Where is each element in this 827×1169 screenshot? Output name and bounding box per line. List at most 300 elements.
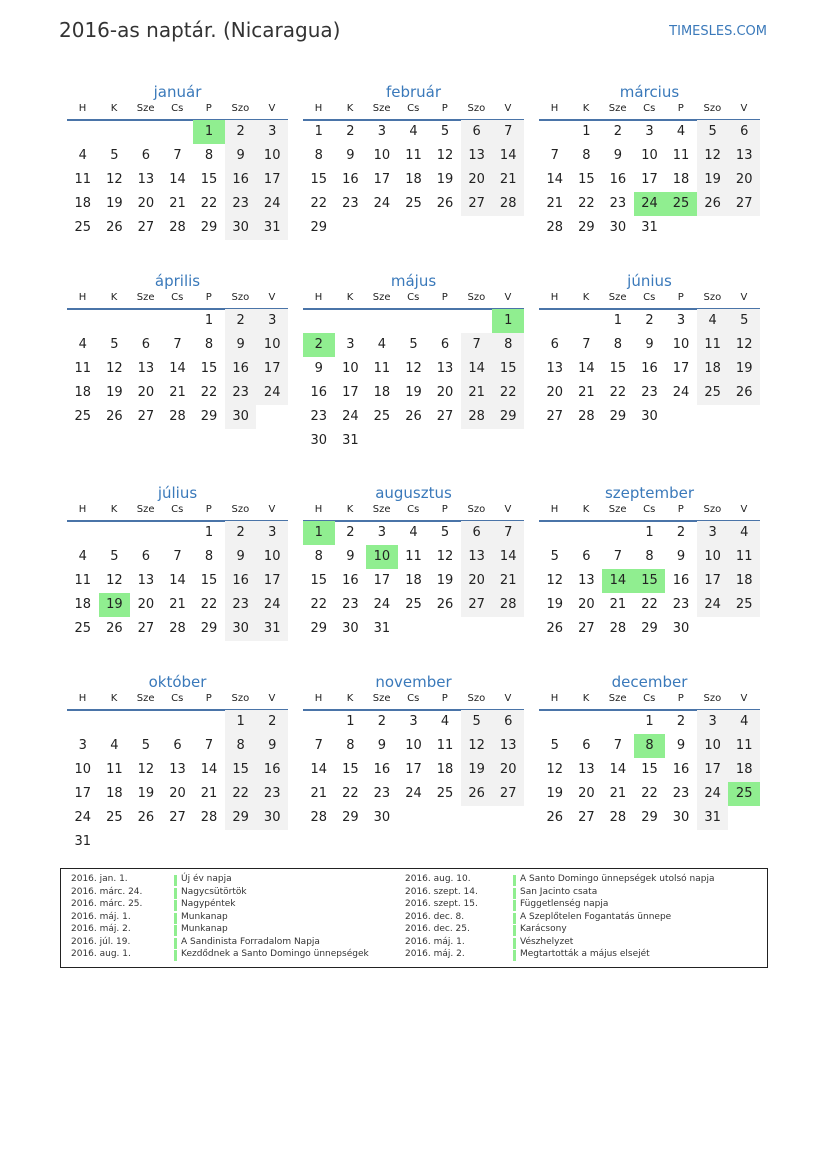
day-cell: 5 xyxy=(461,710,493,734)
legend-row xyxy=(405,899,760,912)
day-cell: 5 xyxy=(697,120,729,144)
day-cell: 28 xyxy=(461,405,493,429)
day-cell: 14 xyxy=(492,545,524,569)
day-cell: 11 xyxy=(436,738,454,753)
day-cell: 11 xyxy=(74,573,92,588)
day-cell: 19 xyxy=(546,786,564,801)
month-name: október xyxy=(148,673,207,691)
day-cell: 30 xyxy=(225,405,257,429)
day-cell: 25 xyxy=(373,409,391,424)
weekday-label: Cs xyxy=(643,504,656,515)
weekday-label: H xyxy=(78,504,87,515)
weekday-label: P xyxy=(205,103,212,114)
weekday-label: P xyxy=(441,103,448,114)
day-cell: 21 xyxy=(169,597,186,612)
weekday-label: K xyxy=(110,103,118,114)
day-cell: 18 xyxy=(74,196,92,211)
weekday-label: Cs xyxy=(407,504,420,515)
day-cell: 27 xyxy=(578,810,595,825)
weekday-label: K xyxy=(582,103,590,114)
day-cell: 18 xyxy=(373,385,391,400)
day-cell: 10 xyxy=(373,148,391,163)
day-cell: 16 xyxy=(225,569,257,593)
day-cell: 21 xyxy=(578,385,595,400)
day-cell: 11 xyxy=(697,333,729,357)
day-cell: 15 xyxy=(200,361,218,376)
weekday-label: V xyxy=(504,504,512,515)
day-cell: 29 xyxy=(342,810,359,825)
month-name: április xyxy=(154,272,201,290)
day-cell: 14 xyxy=(169,361,186,376)
day-cell: 19 xyxy=(106,196,123,211)
day-cell: 10 xyxy=(672,337,690,352)
day-cell: 5 xyxy=(141,738,151,753)
legend-row xyxy=(405,874,760,887)
day-cell: 20 xyxy=(492,758,524,782)
weekday-label: Cs xyxy=(407,292,420,303)
day-cell: 9 xyxy=(676,738,686,753)
day-cell: 18 xyxy=(74,385,92,400)
weekday-label: Szo xyxy=(467,504,486,515)
day-cell: 8 xyxy=(314,148,323,163)
day-cell: 11 xyxy=(672,148,690,163)
weekday-label: Sze xyxy=(608,292,627,303)
day-cell: 19 xyxy=(405,385,422,400)
legend-holiday-name: Nagycsütörtök xyxy=(181,886,247,897)
day-cell: 11 xyxy=(728,734,760,758)
holiday-day-cell: 2 xyxy=(303,333,335,357)
month-name: január xyxy=(153,83,202,101)
day-cell: 25 xyxy=(74,409,92,424)
legend-date: 2016. máj. 1. xyxy=(405,936,465,947)
day-cell: 22 xyxy=(641,597,658,612)
legend-date: 2016. aug. 1. xyxy=(71,949,131,959)
legend-row xyxy=(71,874,401,887)
holiday-day-cell: 1 xyxy=(303,521,335,545)
weekday-label: K xyxy=(110,693,118,704)
day-cell: 1 xyxy=(225,710,257,734)
legend-row xyxy=(71,949,401,962)
month-name: május xyxy=(390,272,437,290)
site-link[interactable]: TIMESLES.COM xyxy=(669,24,767,39)
day-cell: 13 xyxy=(461,144,493,168)
day-cell: 26 xyxy=(436,597,454,612)
day-cell: 27 xyxy=(461,593,493,617)
day-cell: 31 xyxy=(373,621,391,636)
legend-marker xyxy=(174,913,177,924)
weekday-label: Szo xyxy=(703,292,722,303)
day-cell: 22 xyxy=(641,786,658,801)
day-cell: 27 xyxy=(436,409,454,424)
legend-row xyxy=(71,887,401,900)
legend-row xyxy=(71,912,401,925)
weekday-label: Sze xyxy=(372,292,391,303)
day-cell: 6 xyxy=(550,337,559,352)
day-cell: 6 xyxy=(461,120,493,144)
legend-row xyxy=(405,949,760,962)
weekday-label: H xyxy=(550,292,559,303)
weekday-label: K xyxy=(110,292,118,303)
day-cell: 16 xyxy=(256,758,288,782)
legend-date: 2016. máj. 1. xyxy=(71,911,131,922)
day-cell: 7 xyxy=(613,549,623,564)
day-cell: 10 xyxy=(342,361,359,376)
day-cell: 12 xyxy=(461,734,493,758)
day-cell: 12 xyxy=(106,573,123,588)
weekday-label: H xyxy=(314,292,323,303)
weekday-label: P xyxy=(677,103,684,114)
day-cell: 26 xyxy=(106,621,123,636)
day-cell: 21 xyxy=(461,381,493,405)
weekday-header xyxy=(67,693,288,707)
day-cell: 23 xyxy=(672,597,690,612)
day-cell: 18 xyxy=(405,573,422,588)
day-cell: 4 xyxy=(409,525,418,540)
day-cell: 9 xyxy=(225,333,257,357)
legend-marker xyxy=(174,900,177,911)
day-cell: 13 xyxy=(137,172,155,187)
day-cell: 20 xyxy=(137,196,155,211)
day-cell: 23 xyxy=(225,192,257,216)
day-cell: 31 xyxy=(342,433,359,448)
day-cell: 28 xyxy=(492,593,524,617)
day-cell: 12 xyxy=(546,573,564,588)
legend-row xyxy=(71,924,401,937)
day-cell: 29 xyxy=(641,810,658,825)
day-cell: 6 xyxy=(141,337,151,352)
weekday-label: P xyxy=(205,504,212,515)
holiday-day-cell: 10 xyxy=(366,545,398,569)
weekday-label: Sze xyxy=(372,504,391,515)
weekday-label: V xyxy=(504,693,512,704)
weekday-label: Cs xyxy=(171,693,184,704)
day-cell: 16 xyxy=(373,762,391,777)
weekday-label: K xyxy=(346,103,354,114)
day-cell: 8 xyxy=(645,549,654,564)
day-cell: 22 xyxy=(200,196,218,211)
day-cell: 24 xyxy=(342,409,359,424)
day-cell: 2 xyxy=(346,124,355,139)
day-cell: 22 xyxy=(310,597,328,612)
day-cell: 23 xyxy=(225,381,257,405)
weekday-label: K xyxy=(582,693,590,704)
month-divider xyxy=(303,308,524,310)
weekday-label: P xyxy=(441,292,448,303)
legend-holiday-name: A Santo Domingo ünnepségek utolsó napja xyxy=(520,874,715,884)
legend-holiday-name: Nagypéntek xyxy=(181,899,236,909)
weekday-label: Szo xyxy=(467,103,486,114)
day-cell: 31 xyxy=(74,834,92,849)
weekday-label: Sze xyxy=(372,693,391,704)
weekday-label: H xyxy=(78,292,87,303)
day-cell: 9 xyxy=(613,148,623,163)
day-cell: 28 xyxy=(200,810,218,825)
day-cell: 7 xyxy=(550,148,559,163)
day-cell: 12 xyxy=(546,762,564,777)
day-cell: 20 xyxy=(461,168,493,192)
day-cell: 27 xyxy=(728,192,760,216)
day-cell: 15 xyxy=(641,762,658,777)
weekday-label: P xyxy=(677,693,684,704)
legend-row xyxy=(405,937,760,950)
day-cell: 25 xyxy=(697,381,729,405)
day-cell: 22 xyxy=(200,597,218,612)
day-cell: 15 xyxy=(492,357,524,381)
day-cell: 24 xyxy=(405,786,422,801)
day-cell: 13 xyxy=(546,361,564,376)
day-cell: 13 xyxy=(137,361,155,376)
day-cell: 21 xyxy=(492,168,524,192)
legend-marker xyxy=(174,938,177,949)
day-cell: 28 xyxy=(609,810,627,825)
day-cell: 11 xyxy=(106,762,123,777)
day-cell: 30 xyxy=(342,621,359,636)
day-cell: 18 xyxy=(728,758,760,782)
holiday-day-cell: 8 xyxy=(634,734,666,758)
day-cell: 23 xyxy=(342,597,359,612)
day-cell: 30 xyxy=(225,216,257,240)
day-cell: 9 xyxy=(346,148,355,163)
weekday-header xyxy=(303,292,524,306)
weekday-label: Sze xyxy=(608,693,627,704)
day-cell: 16 xyxy=(641,361,658,376)
day-cell: 27 xyxy=(137,220,155,235)
day-cell: 20 xyxy=(436,385,454,400)
legend-holiday-name: Munkanap xyxy=(181,911,228,922)
day-cell: 14 xyxy=(461,357,493,381)
day-cell: 28 xyxy=(169,220,186,235)
day-cell: 2 xyxy=(377,714,387,729)
day-cell: 5 xyxy=(110,148,119,163)
weekday-label: Cs xyxy=(171,103,184,114)
weekday-header xyxy=(539,504,760,518)
day-cell: 14 xyxy=(310,762,328,777)
day-cell: 21 xyxy=(492,569,524,593)
day-cell: 16 xyxy=(310,385,328,400)
day-cell: 23 xyxy=(225,593,257,617)
legend-date: 2016. júl. 19. xyxy=(71,936,131,947)
day-cell: 20 xyxy=(728,168,760,192)
weekday-header xyxy=(539,693,760,707)
day-cell: 15 xyxy=(342,762,359,777)
day-cell: 20 xyxy=(546,385,564,400)
day-cell: 10 xyxy=(697,545,729,569)
day-cell: 9 xyxy=(225,144,257,168)
legend-date: 2016. márc. 25. xyxy=(71,899,143,909)
day-cell: 17 xyxy=(373,573,391,588)
day-cell: 28 xyxy=(169,621,186,636)
day-cell: 18 xyxy=(405,172,422,187)
day-cell: 8 xyxy=(204,148,214,163)
day-cell: 25 xyxy=(405,597,422,612)
holiday-day-cell: 1 xyxy=(492,309,524,333)
weekday-label: Szo xyxy=(231,292,250,303)
weekday-label: H xyxy=(314,103,323,114)
day-cell: 14 xyxy=(546,172,564,187)
weekday-label: Cs xyxy=(407,693,420,704)
month-name: június xyxy=(627,272,672,290)
day-cell: 7 xyxy=(173,549,182,564)
day-cell: 30 xyxy=(609,220,627,235)
day-cell: 19 xyxy=(546,597,564,612)
weekday-label: K xyxy=(346,292,354,303)
weekday-label: Szo xyxy=(231,504,250,515)
day-cell: 5 xyxy=(110,337,119,352)
day-cell: 15 xyxy=(225,758,257,782)
day-cell: 6 xyxy=(492,710,524,734)
day-cell: 3 xyxy=(697,710,729,734)
day-cell: 20 xyxy=(169,786,186,801)
day-cell: 23 xyxy=(672,786,690,801)
legend-holiday-name: Új év napja xyxy=(181,874,232,884)
day-cell: 29 xyxy=(492,405,524,429)
weekday-header xyxy=(303,693,524,707)
day-cell: 2 xyxy=(225,521,257,545)
day-cell: 19 xyxy=(106,385,123,400)
weekday-label: Sze xyxy=(608,103,627,114)
day-cell: 7 xyxy=(173,148,182,163)
day-cell: 27 xyxy=(578,621,595,636)
day-cell: 30 xyxy=(672,621,690,636)
day-cell: 23 xyxy=(373,786,391,801)
day-cell: 12 xyxy=(697,144,729,168)
weekday-label: P xyxy=(677,292,684,303)
legend-marker xyxy=(513,875,516,886)
legend-holiday-name: Vészhelyzet xyxy=(520,936,574,947)
day-cell: 9 xyxy=(676,549,686,564)
day-cell: 24 xyxy=(697,593,729,617)
legend-row xyxy=(405,924,760,937)
day-cell: 9 xyxy=(225,545,257,569)
day-cell: 8 xyxy=(492,333,524,357)
weekday-label: V xyxy=(504,292,512,303)
weekday-label: P xyxy=(205,693,212,704)
day-cell: 8 xyxy=(204,337,214,352)
day-cell: 16 xyxy=(225,168,257,192)
day-cell: 16 xyxy=(609,172,627,187)
day-cell: 6 xyxy=(173,738,182,753)
day-cell: 21 xyxy=(546,196,564,211)
day-cell: 27 xyxy=(546,409,564,424)
weekday-header xyxy=(539,103,760,117)
legend-date: 2016. szept. 15. xyxy=(405,899,478,909)
day-cell: 17 xyxy=(697,758,729,782)
day-cell: 1 xyxy=(645,525,654,540)
day-cell: 12 xyxy=(728,333,760,357)
day-cell: 11 xyxy=(405,148,422,163)
day-cell: 23 xyxy=(256,782,288,806)
day-cell: 17 xyxy=(256,357,288,381)
day-cell: 28 xyxy=(609,621,627,636)
day-cell: 13 xyxy=(461,545,493,569)
day-cell: 18 xyxy=(697,357,729,381)
day-cell: 28 xyxy=(578,409,595,424)
legend-date: 2016. márc. 24. xyxy=(71,886,143,897)
day-cell: 8 xyxy=(225,734,257,758)
legend-row xyxy=(405,912,760,925)
day-cell: 4 xyxy=(409,124,418,139)
legend-marker xyxy=(513,913,516,924)
weekday-label: H xyxy=(78,693,87,704)
weekday-label: Sze xyxy=(136,103,155,114)
day-cell: 18 xyxy=(672,172,690,187)
weekday-label: K xyxy=(346,693,354,704)
day-cell: 12 xyxy=(405,361,422,376)
day-cell: 15 xyxy=(310,573,328,588)
day-cell: 9 xyxy=(645,337,654,352)
day-cell: 24 xyxy=(256,381,288,405)
day-cell: 17 xyxy=(373,172,391,187)
day-cell: 24 xyxy=(256,192,288,216)
legend-date: 2016. máj. 2. xyxy=(71,924,131,934)
weekday-label: Szo xyxy=(467,292,486,303)
day-cell: 20 xyxy=(461,569,493,593)
day-cell: 8 xyxy=(346,738,355,753)
legend-holiday-name: Munkanap xyxy=(181,924,228,934)
weekday-header xyxy=(67,292,288,306)
weekday-label: H xyxy=(550,504,559,515)
day-cell: 29 xyxy=(200,409,218,424)
holiday-day-cell: 19 xyxy=(99,593,131,617)
legend-holiday-name: Kezdődnek a Santo Domingo ünnepségek xyxy=(181,949,369,959)
day-cell: 17 xyxy=(697,569,729,593)
day-cell: 24 xyxy=(373,597,391,612)
legend-holiday-name: San Jacinto csata xyxy=(520,886,598,897)
day-cell: 10 xyxy=(74,762,92,777)
day-cell: 8 xyxy=(613,337,623,352)
day-cell: 24 xyxy=(373,196,391,211)
day-cell: 1 xyxy=(204,525,214,540)
day-cell: 26 xyxy=(546,621,564,636)
legend-date: 2016. aug. 10. xyxy=(405,874,471,884)
legend-marker xyxy=(174,925,177,936)
day-cell: 17 xyxy=(256,569,288,593)
day-cell: 20 xyxy=(137,385,155,400)
weekday-label: H xyxy=(550,103,559,114)
day-cell: 26 xyxy=(461,782,493,806)
day-cell: 24 xyxy=(256,593,288,617)
day-cell: 11 xyxy=(74,172,92,187)
day-cell: 6 xyxy=(582,549,591,564)
weekday-label: H xyxy=(550,693,559,704)
day-cell: 28 xyxy=(310,810,328,825)
day-cell: 13 xyxy=(578,573,595,588)
month-name: február xyxy=(385,83,442,101)
day-cell: 24 xyxy=(672,385,690,400)
day-cell: 11 xyxy=(74,361,92,376)
day-cell: 22 xyxy=(342,786,359,801)
day-cell: 25 xyxy=(74,220,92,235)
legend-date: 2016. jan. 1. xyxy=(71,874,128,884)
month-name: november xyxy=(375,673,452,691)
weekday-label: Szo xyxy=(703,504,722,515)
day-cell: 16 xyxy=(342,172,359,187)
holiday-day-cell: 14 xyxy=(602,569,634,593)
day-cell: 29 xyxy=(609,409,627,424)
day-cell: 21 xyxy=(609,597,627,612)
weekday-label: P xyxy=(677,504,684,515)
day-cell: 23 xyxy=(609,196,627,211)
day-cell: 29 xyxy=(200,220,218,235)
day-cell: 22 xyxy=(578,196,595,211)
day-cell: 25 xyxy=(74,621,92,636)
weekday-label: Szo xyxy=(703,693,722,704)
day-cell: 28 xyxy=(546,220,564,235)
day-cell: 17 xyxy=(256,168,288,192)
day-cell: 3 xyxy=(78,738,87,753)
weekday-label: Szo xyxy=(703,103,722,114)
day-cell: 15 xyxy=(200,172,218,187)
